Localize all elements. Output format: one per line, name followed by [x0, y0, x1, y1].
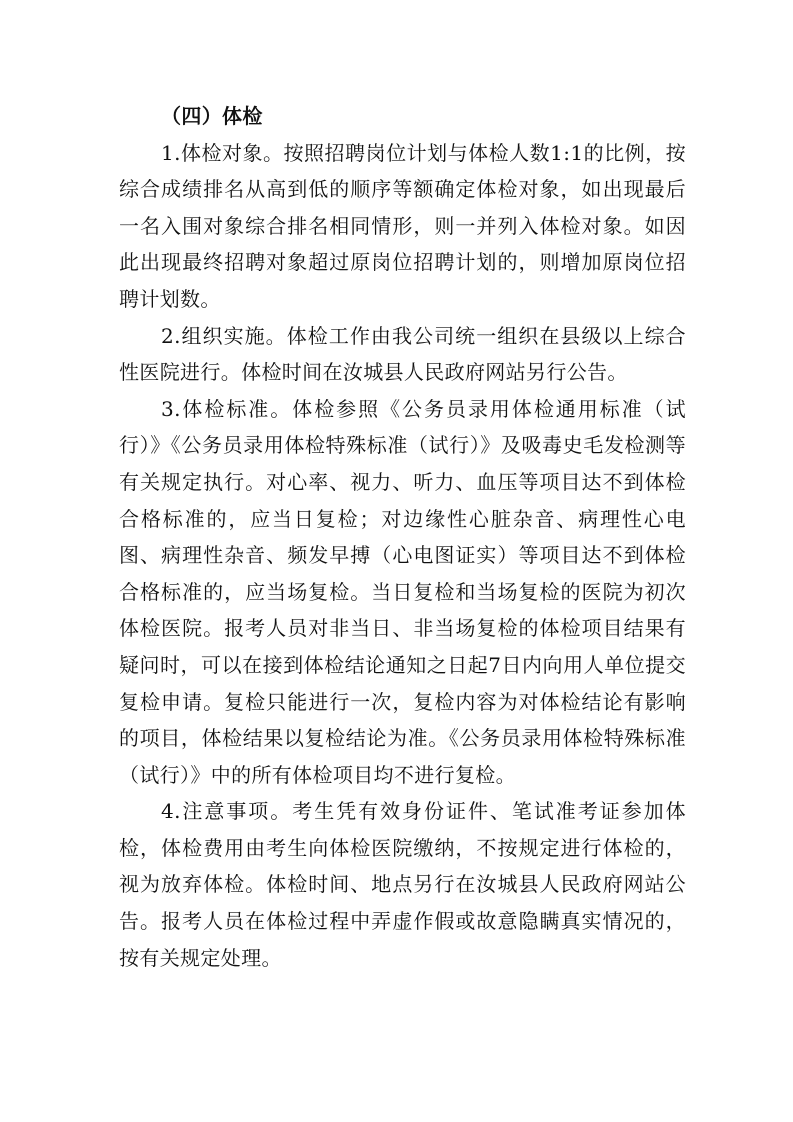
paragraph-exam-subjects: 1.体检对象。按照招聘岗位计划与体检人数1:1的比例，按综合成绩排名从高到低的顺序等额确定体检对象，如出现最后一名入围对象综合排名相同情形，则一并列入体检对象。如因此出现最终招聘对象超过原岗位招聘计划的，则增加原岗位招聘计划数。: [119, 140, 686, 311]
paragraph-exam-standards: 3.体检标准。体检参照《公务员录用体检通用标准（试行）》《公务员录用体检特殊标准（试行）》及吸毒史毛发检测等有关规定执行。对心率、视力、听力、血压等项目达不到体检合格标准的，应当日复检；对边缘性心脏杂音、病理性心电图、病理性杂音、频发早搏（心电图证实）等项目达不到体检合格标准的，应当场复检。当日复检和当场复检的医院为初次体检医院。报考人员对非当日、非当场复检的体检项目结果有疑问时，可以在接到体检结论通知之日起7日内向用人单位提交复检申请。复检只能进行一次，复检内容为对体检结论有影响的项目，体检结果以复检结论为准。《公务员录用体检特殊标准（试行）》中的所有体检项目均不进行复检。: [119, 396, 686, 787]
section-heading: （四）体检: [161, 104, 263, 128]
paragraph-notes: 4.注意事项。考生凭有效身份证件、笔试准考证参加体检，体检费用由考生向体检医院缴纳，不按规定进行体检的，视为放弃体检。体检时间、地点另行在汝城县人民政府网站公告。报考人员在体检过程中弄虚作假或故意隐瞒真实情况的，按有关规定处理。: [119, 799, 686, 970]
paragraph-organization: 2.组织实施。体检工作由我公司统一组织在县级以上综合性医院进行。体检时间在汝城县人民政府网站另行公告。: [119, 323, 686, 385]
document-body: [119, 98, 686, 976]
